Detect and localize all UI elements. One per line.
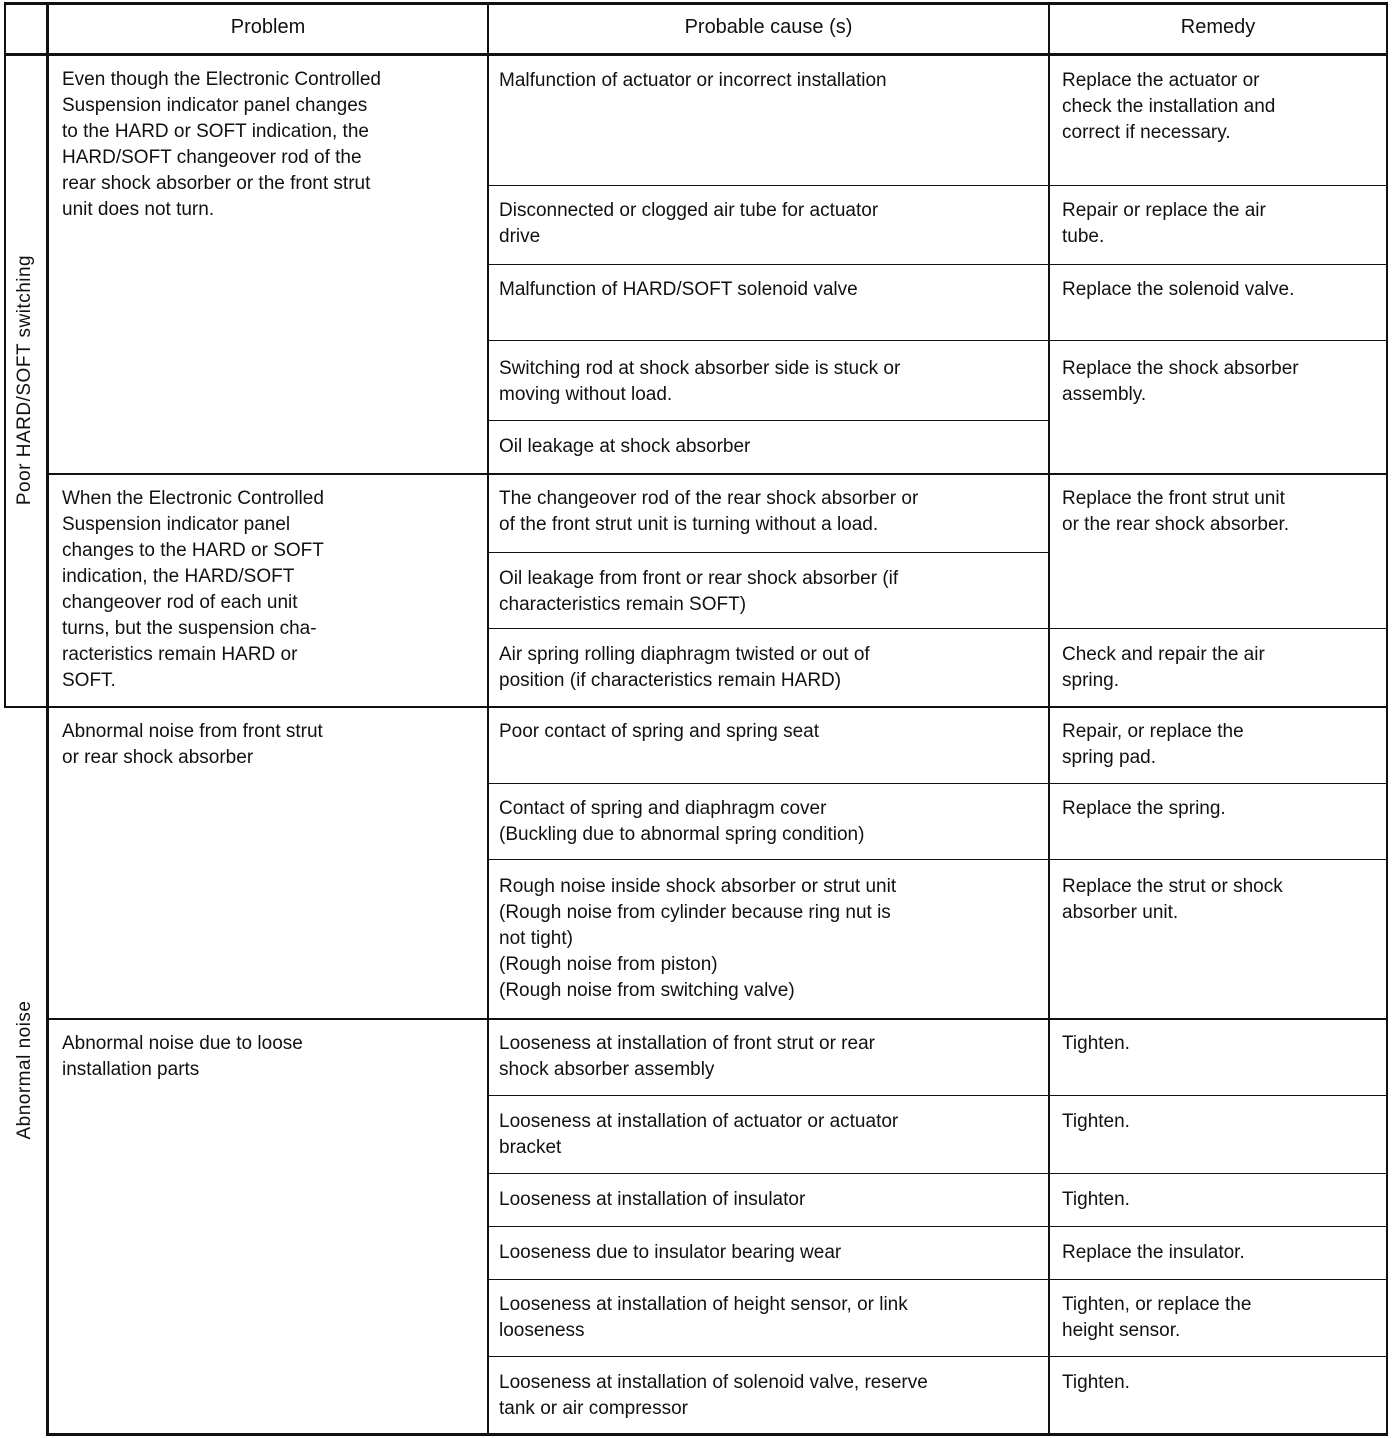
remedy-cell: Replace the solenoid valve. [1062,279,1295,300]
rule-row [488,628,1388,629]
cause-cell: Air spring rolling diaphragm twisted or out of position (if characteristics remain HARD) [499,644,870,691]
rule-top [4,2,1388,5]
remedy-cell: Check and repair the air spring. [1062,644,1265,691]
cause-cell: Looseness at installation of height sensor, or link looseness [499,1294,908,1341]
header-problem: Problem [230,16,306,38]
remedy-cell: Replace the shock absorber assembly. [1062,358,1299,405]
problem-cell: When the Electronic Controlled Suspension indicator panel changes to the HARD or SOFT indication, the HARD/SOFT changeover rod of each unit turns, but the suspension cha- racteristics remain HARD or SOFT. [62,488,324,691]
rule-left [4,2,6,708]
rule-right [1386,2,1388,1436]
cause-cell: Oil leakage at shock absorber [499,436,751,457]
problem-cell: Even though the Electronic Controlled Suspension indicator panel changes to the HARD or SOFT indication, the HARD/SOFT changeover rod of the rear shock absorber or the front strut unit does not turn. [62,69,381,220]
cause-cell: Malfunction of HARD/SOFT solenoid valve [499,279,858,300]
rule-section [4,706,1388,708]
cause-cell: Switching rod at shock absorber side is stuck or moving without load. [499,358,901,405]
cause-cell: Disconnected or clogged air tube for actuator drive [499,200,879,247]
rule-problem [48,1018,1388,1020]
cause-cell: Looseness at installation of actuator or actuator bracket [499,1111,899,1158]
rule-cause-col [1048,2,1050,1436]
remedy-cell: Replace the spring. [1062,798,1226,819]
rule-cause [488,552,1049,553]
rule-row [488,340,1388,341]
remedy-cell: Tighten. [1062,1033,1130,1054]
cause-cell: Contact of spring and diaphragm cover (Buckling due to abnormal spring condition) [499,798,865,845]
remedy-cell: Tighten, or replace the height sensor. [1062,1294,1252,1341]
rule-row [488,1279,1388,1280]
rule-row [488,1173,1388,1174]
cause-cell: Poor contact of spring and spring seat [499,721,820,742]
cause-cell: Oil leakage from front or rear shock absorber (if characteristics remain SOFT) [499,568,899,615]
rule-section-col [46,2,49,1436]
cause-cell: Rough noise inside shock absorber or strut unit (Rough noise from cylinder because ring nut is not tight) (Rough noise from piston) (Rough noise from switching valve) [499,876,897,1001]
rule-row [488,1095,1388,1096]
remedy-cell: Tighten. [1062,1111,1130,1132]
rule-problem-col [487,2,489,1436]
rule-cause [488,420,1049,421]
header-remedy: Remedy [1180,16,1256,38]
rule-row [488,1226,1388,1227]
header-cause: Probable cause (s) [684,16,853,38]
remedy-cell: Replace the actuator or check the installation and correct if necessary. [1062,70,1276,143]
cause-cell: Malfunction of actuator or incorrect installation [499,70,887,91]
remedy-cell: Replace the strut or shock absorber unit. [1062,876,1283,923]
remedy-cell: Repair or replace the air tube. [1062,200,1266,247]
section-label-switching: Poor HARD/SOFT switching [14,254,35,506]
problem-cell: Abnormal noise due to loose installation parts [62,1033,303,1080]
remedy-cell: Repair, or replace the spring pad. [1062,721,1244,768]
remedy-cell: Tighten. [1062,1372,1130,1393]
cause-cell: Looseness at installation of insulator [499,1189,806,1210]
cause-cell: Looseness at installation of front strut or rear shock absorber assembly [499,1033,875,1080]
rule-bottom [46,1433,1388,1436]
rule-row [488,264,1388,265]
remedy-cell: Replace the front strut unit or the rear shock absorber. [1062,488,1290,535]
section-label-noise: Abnormal noise [14,1000,35,1140]
rule-row [488,1356,1388,1357]
remedy-cell: Replace the insulator. [1062,1242,1245,1263]
rule-row [488,783,1388,784]
problem-cell: Abnormal noise from front strut or rear shock absorber [62,721,323,768]
remedy-cell: Tighten. [1062,1189,1130,1210]
cause-cell: Looseness at installation of solenoid valve, reserve tank or air compressor [499,1372,928,1419]
rule-problem [48,473,1388,475]
rule-row [488,185,1388,186]
cause-cell: The changeover rod of the rear shock absorber or of the front strut unit is turning without a load. [499,488,919,535]
cause-cell: Looseness due to insulator bearing wear [499,1242,842,1263]
rule-row [488,859,1388,860]
rule-header [4,53,1388,56]
